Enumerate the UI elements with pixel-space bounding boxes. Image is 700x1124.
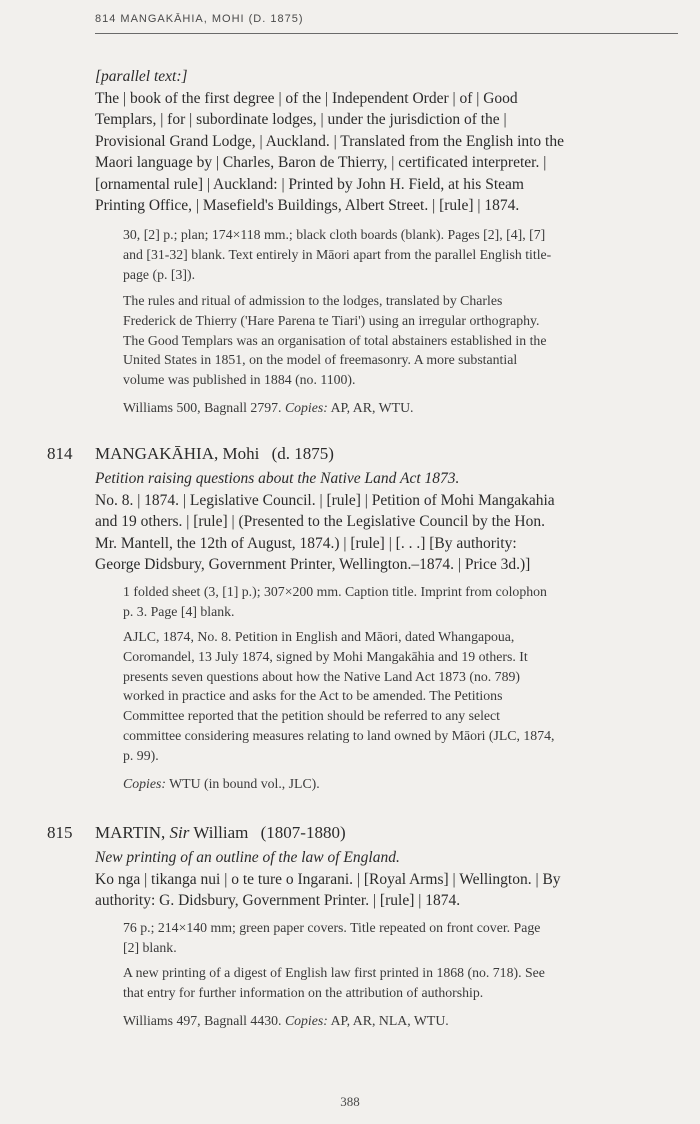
title-line: Provisional Grand Lodge, | Auckland. | Translated from the English into the — [95, 132, 564, 150]
entry-814-physical — [123, 582, 547, 622]
note-line: A new printing of a digest of English law first printed in 1868 (no. 718). See — [123, 965, 545, 980]
entry-815-title — [95, 847, 561, 912]
entry-number: 815 — [47, 823, 73, 842]
note-line: Coromandel, 13 July 1874, signed by Mohi Mangakāhia and 19 others. It — [123, 648, 528, 664]
note-line: The Good Templars was an organisation of total abstainers established in the — [123, 332, 547, 348]
author-dates: (1807-1880) — [260, 823, 346, 842]
copies-label: Copies: — [284, 1013, 328, 1028]
note-line: that entry for further information on the attribution of authorship. — [123, 984, 484, 1000]
title-line: authority: G. Didsbury, Government Printer. | [rule] | 1874. — [95, 892, 461, 909]
entry-813-title — [95, 66, 564, 217]
copies: AP, AR, NLA, WTU. — [330, 1013, 449, 1028]
entry-815-physical — [123, 918, 540, 958]
author-surname: MANGAKĀHIA, — [95, 444, 219, 463]
author-given: William — [193, 823, 249, 842]
copies: AP, AR, WTU. — [330, 400, 414, 415]
note-line: Frederick de Thierry ('Hare Parena te Tiari') using an irregular orthography. — [123, 312, 540, 328]
physical-line: 76 p.; 214×140 mm; green paper covers. Title repeated on front cover. Page — [123, 920, 541, 935]
author-name — [95, 443, 334, 465]
title-line: Maori language by | Charles, Baron de Thierry, | certificated interpreter. | — [95, 154, 547, 171]
page-number: 388 — [340, 1094, 360, 1109]
parallel-text-label: [parallel text:] — [95, 68, 188, 85]
title-line: Ko nga | tikanga nui | o te ture o Ingarani. | [Royal Arms] | Wellington. | By — [95, 870, 561, 888]
note-line: United States in 1851, on the model of freemasonry. A more substantial — [123, 352, 518, 368]
title-line: and 19 others. | [rule] | (Presented to the Legislative Council by the Hon. — [95, 513, 545, 530]
title-line: George Didsbury, Government Printer, Wellington.–1874. | Price 3d.)] — [95, 556, 531, 573]
entry-814-copies — [123, 774, 320, 794]
note-line: committee considering measures relating to land owned by Māori (JLC, 1874, — [123, 727, 555, 743]
author-dates: (d. 1875) — [271, 444, 334, 463]
title-line: Templars, | for | subordinate lodges, | under the jurisdiction of the | — [95, 111, 507, 128]
entry-813-refs — [123, 398, 414, 418]
note-line: worked in practice and asks for the Act to be amended. The Petitions — [123, 688, 503, 704]
entry-number: 814 — [47, 444, 73, 463]
entry-813-note — [123, 291, 546, 390]
title-line: No. 8. | 1874. | Legislative Council. | [rule] | Petition of Mohi Mangakahia — [95, 491, 555, 509]
copies-label: Copies: — [284, 400, 328, 415]
note-line: Committee reported that the petition should be referred to any select — [123, 708, 500, 724]
physical-line: 1 folded sheet (3, [1] p.); 307×200 mm. Caption title. Imprint from colophon — [123, 584, 547, 599]
copies-label: Copies: — [123, 776, 166, 791]
author-surname: MARTIN, — [95, 823, 166, 842]
note-line: p. 99). — [123, 747, 159, 763]
running-head: 814 MANGAKĀHIA, MOHI (D. 1875) — [95, 13, 304, 25]
author-given: Mohi — [222, 444, 260, 463]
references: Williams 500, Bagnall 2797. — [123, 400, 282, 415]
physical-line: and [31-32] blank. Text entirely in Māori apart from the parallel English title- — [123, 246, 552, 262]
physical-line: 30, [2] p.; plan; 174×118 mm.; black cloth boards (blank). Pages [2], [4], [7] — [123, 227, 546, 242]
note-line: presents seven questions about how the Native Land Act 1873 (no. 789) — [123, 668, 520, 684]
title-line: [ornamental rule] | Auckland: | Printed by John H. Field, at his Steam — [95, 175, 524, 193]
entry-813-physical — [123, 225, 551, 284]
physical-line: [2] blank. — [123, 939, 177, 955]
physical-line: page (p. [3]). — [123, 266, 196, 282]
short-title: Petition raising questions about the Native Land Act 1873. — [95, 470, 460, 487]
physical-line: p. 3. Page [4] blank. — [123, 603, 235, 619]
entry-815-refs — [123, 1011, 449, 1031]
author-title: Sir — [169, 823, 190, 842]
note-line: The rules and ritual of admission to the lodges, translated by Charles — [123, 293, 503, 308]
references: Williams 497, Bagnall 4430. — [123, 1013, 282, 1028]
entry-814-title — [95, 468, 555, 576]
title-line: Mr. Mantell, the 12th of August, 1874.) | [rule] | [. . .] [By authority: — [95, 534, 517, 552]
copies: WTU (in bound vol., JLC). — [169, 776, 320, 791]
title-line: Printing Office, | Masefield's Buildings, Albert Street. | [rule] | 1874. — [95, 197, 520, 214]
short-title: New printing of an outline of the law of England. — [95, 849, 400, 866]
entry-815-note — [123, 963, 545, 1003]
note-line: volume was published in 1884 (no. 1100). — [123, 372, 356, 388]
header-rule — [95, 33, 678, 34]
title-line: The | book of the first degree | of the | Independent Order | of | Good — [95, 89, 518, 107]
note-line: AJLC, 1874, No. 8. Petition in English and Māori, dated Whangapoua, — [123, 629, 515, 644]
entry-814-note — [123, 627, 554, 766]
author-name — [95, 822, 346, 844]
